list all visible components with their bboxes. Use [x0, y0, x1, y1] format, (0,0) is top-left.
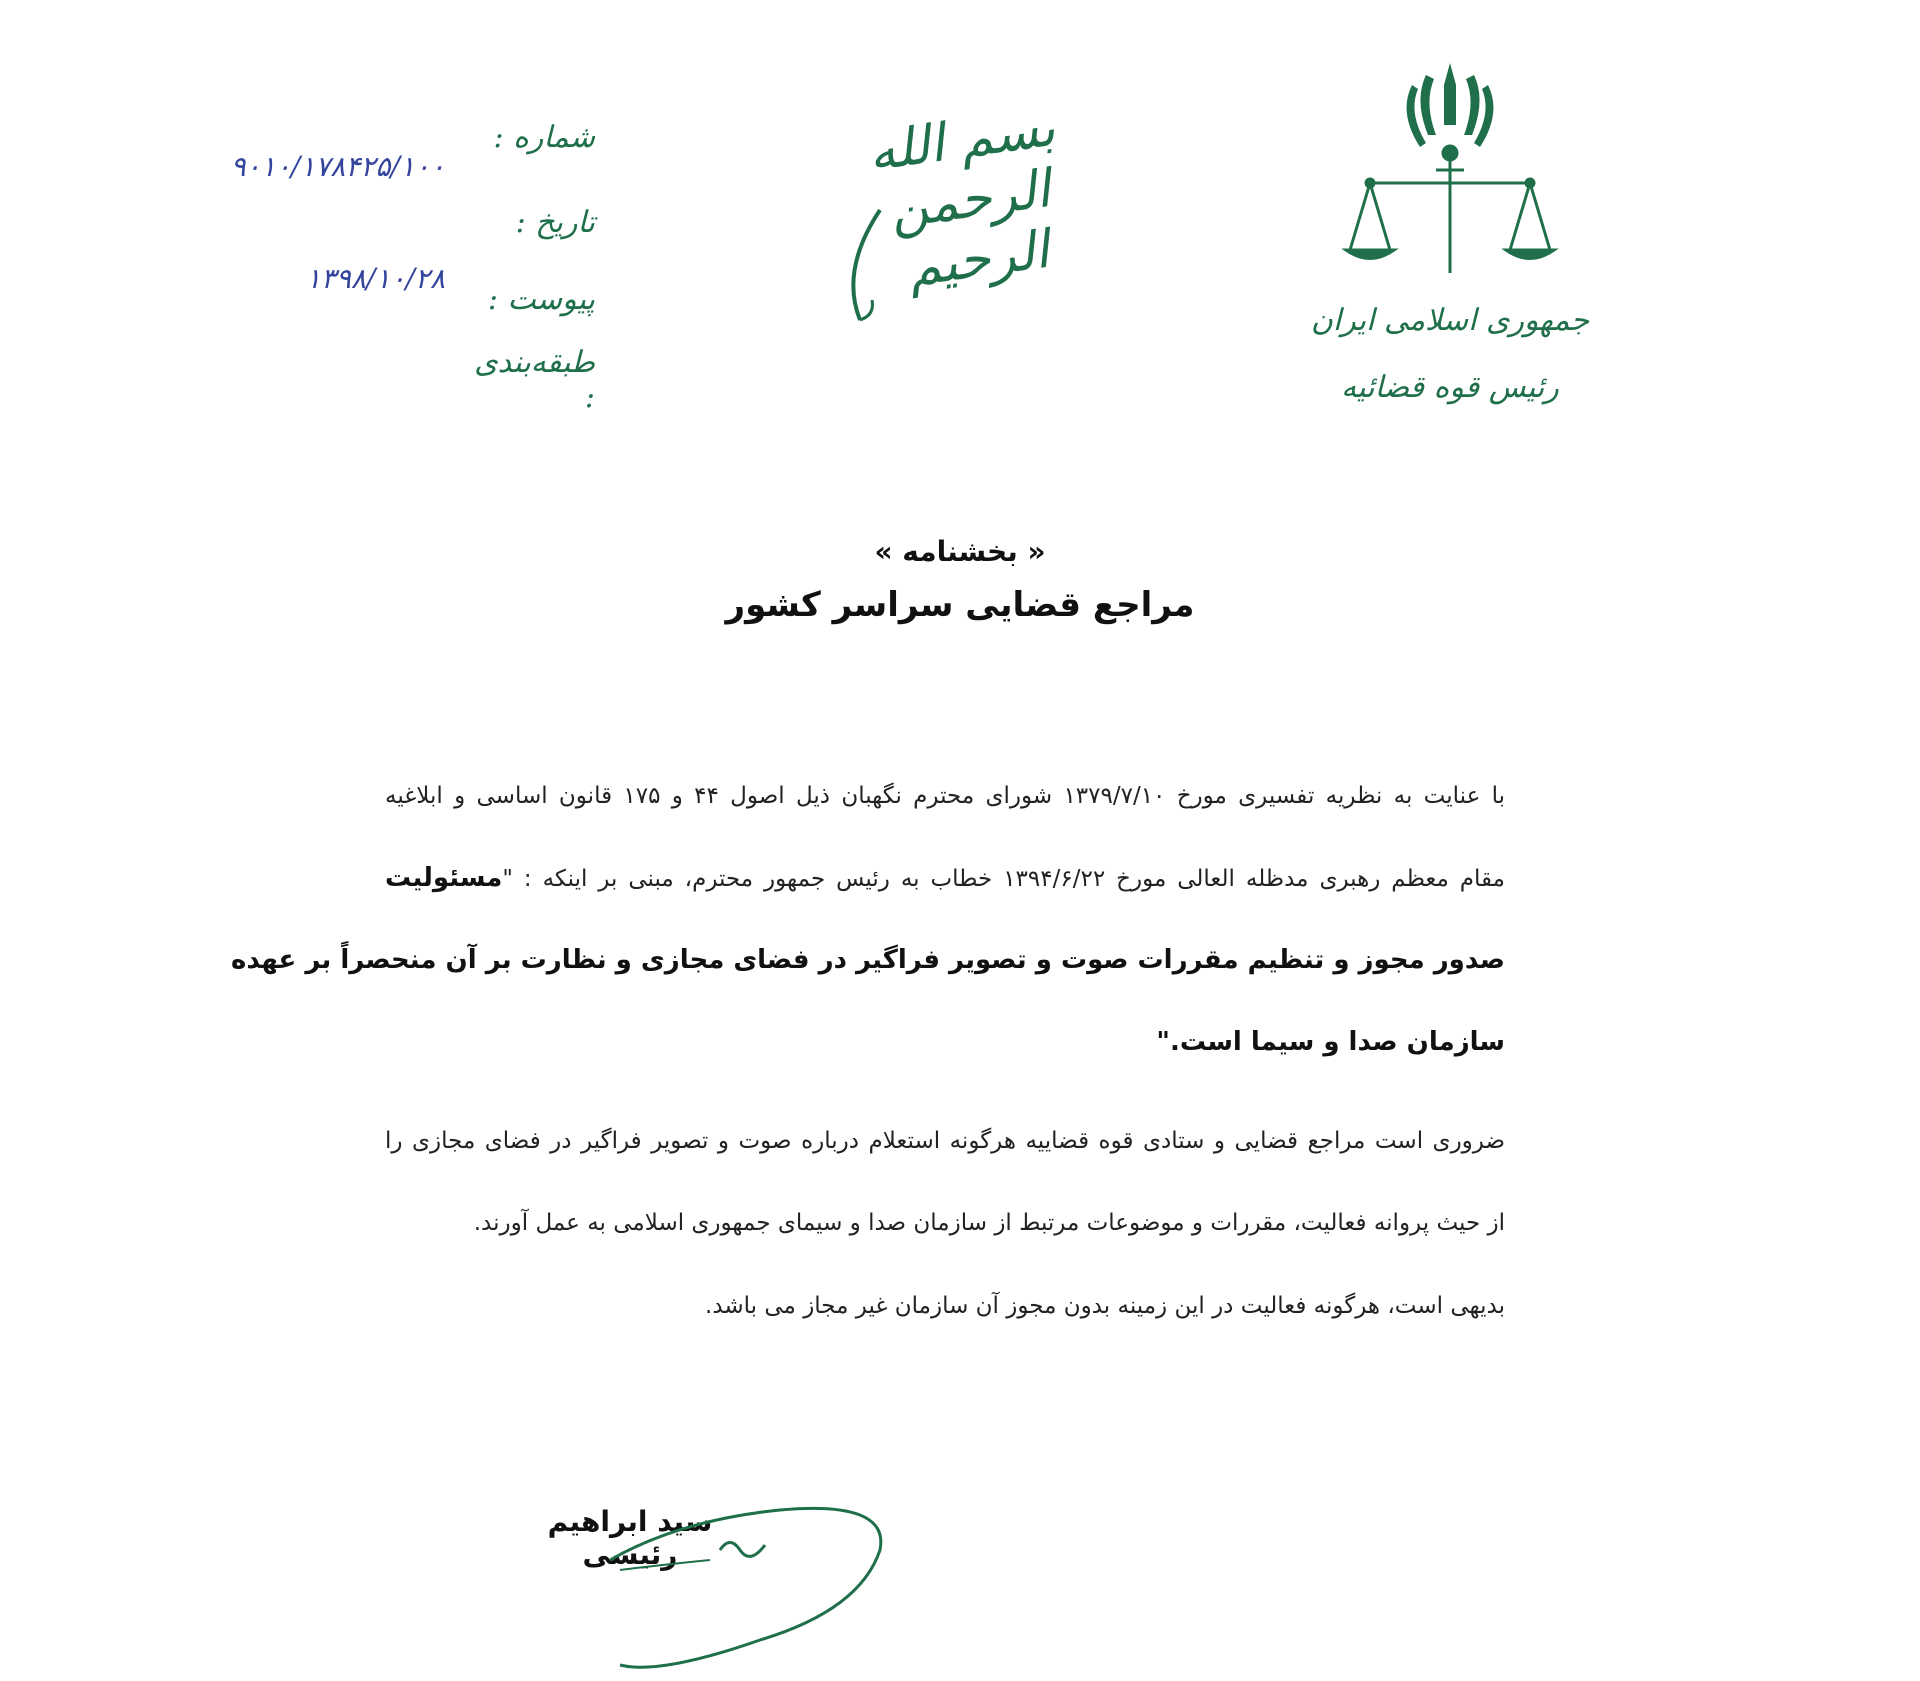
body-text: مقام معظم رهبری مدظله العالی مورخ ۱۳۹۴/۶/۲۲ خطاب به رئیس جمهور محترم، مبنی بر اینکه : "	[502, 866, 1505, 892]
bismillah-calligraphy	[820, 70, 1120, 330]
document-type-title: « بخشنامه »	[874, 535, 1046, 568]
body-paragraph-2	[385, 1100, 1505, 1264]
body-line: از حیث پروانه فعالیت، مقررات و موضوعات مرتبط از سازمان صدا و سیمای جمهوری اسلامی به عمل آورند.	[473, 1210, 1505, 1236]
body-line	[385, 837, 1505, 919]
date-value: ۱۳۹۸/۱۰/۲۸	[305, 262, 445, 295]
number-value: ۹۰۱۰/۱۷۸۴۲۵/۱۰۰	[230, 150, 445, 183]
scales-of-justice-icon	[1340, 55, 1560, 295]
body-line: با عنایت به نظریه تفسیری مورخ ۱۳۷۹/۷/۱۰ شورای محترم نگهبان ذیل اصول ۴۴ و ۱۷۵ قانون اساسی و ابلاغیه	[385, 783, 1506, 809]
date-label: تاریخ :	[515, 205, 595, 240]
emblem-country-text: جمهوری اسلامی ایران	[1310, 303, 1590, 338]
bismillah-text: بسم الله الرحمن الرحیم	[864, 97, 1059, 299]
body-line: صدور مجوز و تنظیم مقررات صوت و تصویر فراگیر در فضای مجازی و نظارت بر آن منحصراً بر عهده	[231, 945, 1505, 975]
judiciary-emblem	[1300, 55, 1600, 455]
number-label: شماره :	[493, 120, 595, 155]
signatory-name: سید ابراهیم رئیسی	[547, 1505, 713, 1571]
bismillah-flourish-icon	[820, 70, 1120, 330]
body-line: بدیهی است، هرگونه فعالیت در این زمینه بدون مجوز آن سازمان غیر مجاز می باشد.	[705, 1293, 1505, 1319]
attachment-label: پیوست :	[487, 282, 595, 317]
emblem-office-text: رئیس قوه قضائیه	[1341, 370, 1559, 405]
body-line: سازمان صدا و سیما است."	[1156, 1027, 1505, 1057]
body-paragraph-1	[231, 755, 1506, 1083]
body-bold-text: مسئولیت	[385, 863, 503, 893]
body-paragraph-3	[385, 1265, 1505, 1347]
handwritten-signature-icon	[600, 1490, 900, 1680]
classification-label: طبقه‌بندی :	[474, 345, 595, 415]
recipient-title: مراجع قضایی سراسر کشور	[725, 585, 1195, 625]
body-line: ضروری است مراجع قضایی و ستادی قوه قضاییه هرگونه استعلام درباره صوت و تصویر فراگیر در فضای مجازی را	[385, 1128, 1505, 1154]
